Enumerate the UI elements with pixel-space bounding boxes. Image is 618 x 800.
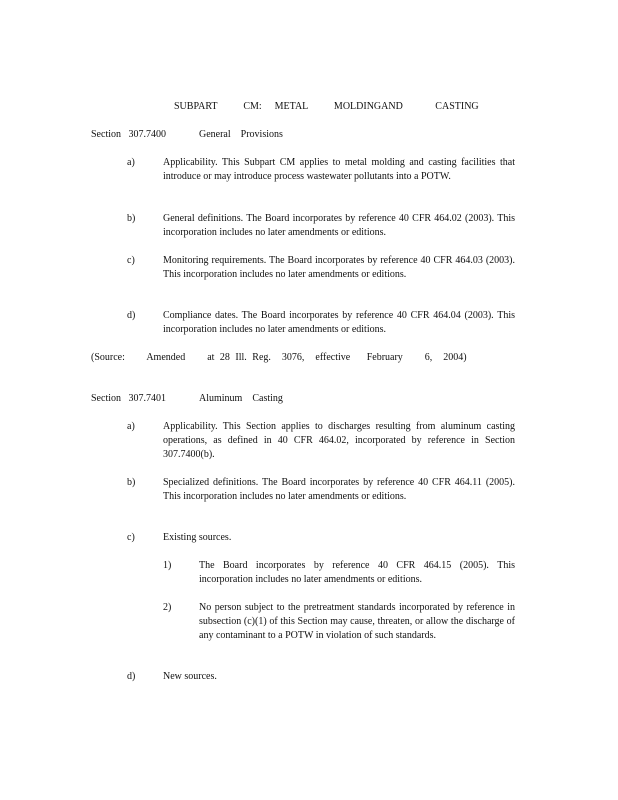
section-number: Section 307.7400 — [91, 129, 166, 140]
section-heading: Aluminum Casting — [199, 393, 283, 404]
item-text: New sources. — [163, 671, 217, 682]
item-label: c) — [127, 255, 135, 266]
item-text: Applicability. This Subpart CM applies to metal molding and casting facilities that introduce or may introduce process wastewater pollutants into a POTW. — [163, 157, 515, 182]
subitem-text: No person subject to the pretreatment standards incorporated by reference in subsection (c)(1) of this Section may cause, threaten, or allow the discharge of any contaminant to a POTW in violation of such standards. — [199, 602, 515, 641]
source-note: (Source: Amended at 28 Ill. Reg. 3076, effective February 6, 2004) — [91, 352, 467, 363]
item-label: a) — [127, 157, 135, 168]
page-title: SUBPART CM: METAL MOLDINGAND CASTING — [174, 101, 479, 112]
section-number: Section 307.7401 — [91, 393, 166, 404]
item-text: Specialized definitions. The Board incorporates by reference 40 CFR 464.11 (2005). This incorporation includes no later amendments or editions. — [163, 477, 515, 502]
item-text: General definitions. The Board incorporates by reference 40 CFR 464.02 (2003). This incorporation includes no later amendments or editions. — [163, 213, 515, 238]
subitem-label: 1) — [163, 560, 172, 571]
section-heading: General Provisions — [199, 129, 283, 140]
item-label: d) — [127, 310, 136, 321]
item-label: d) — [127, 671, 136, 682]
item-label: c) — [127, 532, 135, 543]
item-text: Compliance dates. The Board incorporates by reference 40 CFR 464.04 (2003). This incorporation includes no later amendments or editions. — [163, 310, 515, 335]
item-label: a) — [127, 421, 135, 432]
item-label: b) — [127, 213, 136, 224]
subitem-label: 2) — [163, 602, 172, 613]
item-text: Applicability. This Section applies to discharges resulting from aluminum casting operations, as defined in 40 CFR 464.02, incorporated by reference in Section 307.7400(b). — [163, 421, 515, 460]
item-text: Monitoring requirements. The Board incorporates by reference 40 CFR 464.03 (2003). This incorporation includes no later amendments or editions. — [163, 255, 515, 280]
item-text: Existing sources. — [163, 532, 232, 543]
subitem-text: The Board incorporates by reference 40 CFR 464.15 (2005). This incorporation includes no later amendments or editions. — [199, 560, 515, 585]
item-label: b) — [127, 477, 136, 488]
